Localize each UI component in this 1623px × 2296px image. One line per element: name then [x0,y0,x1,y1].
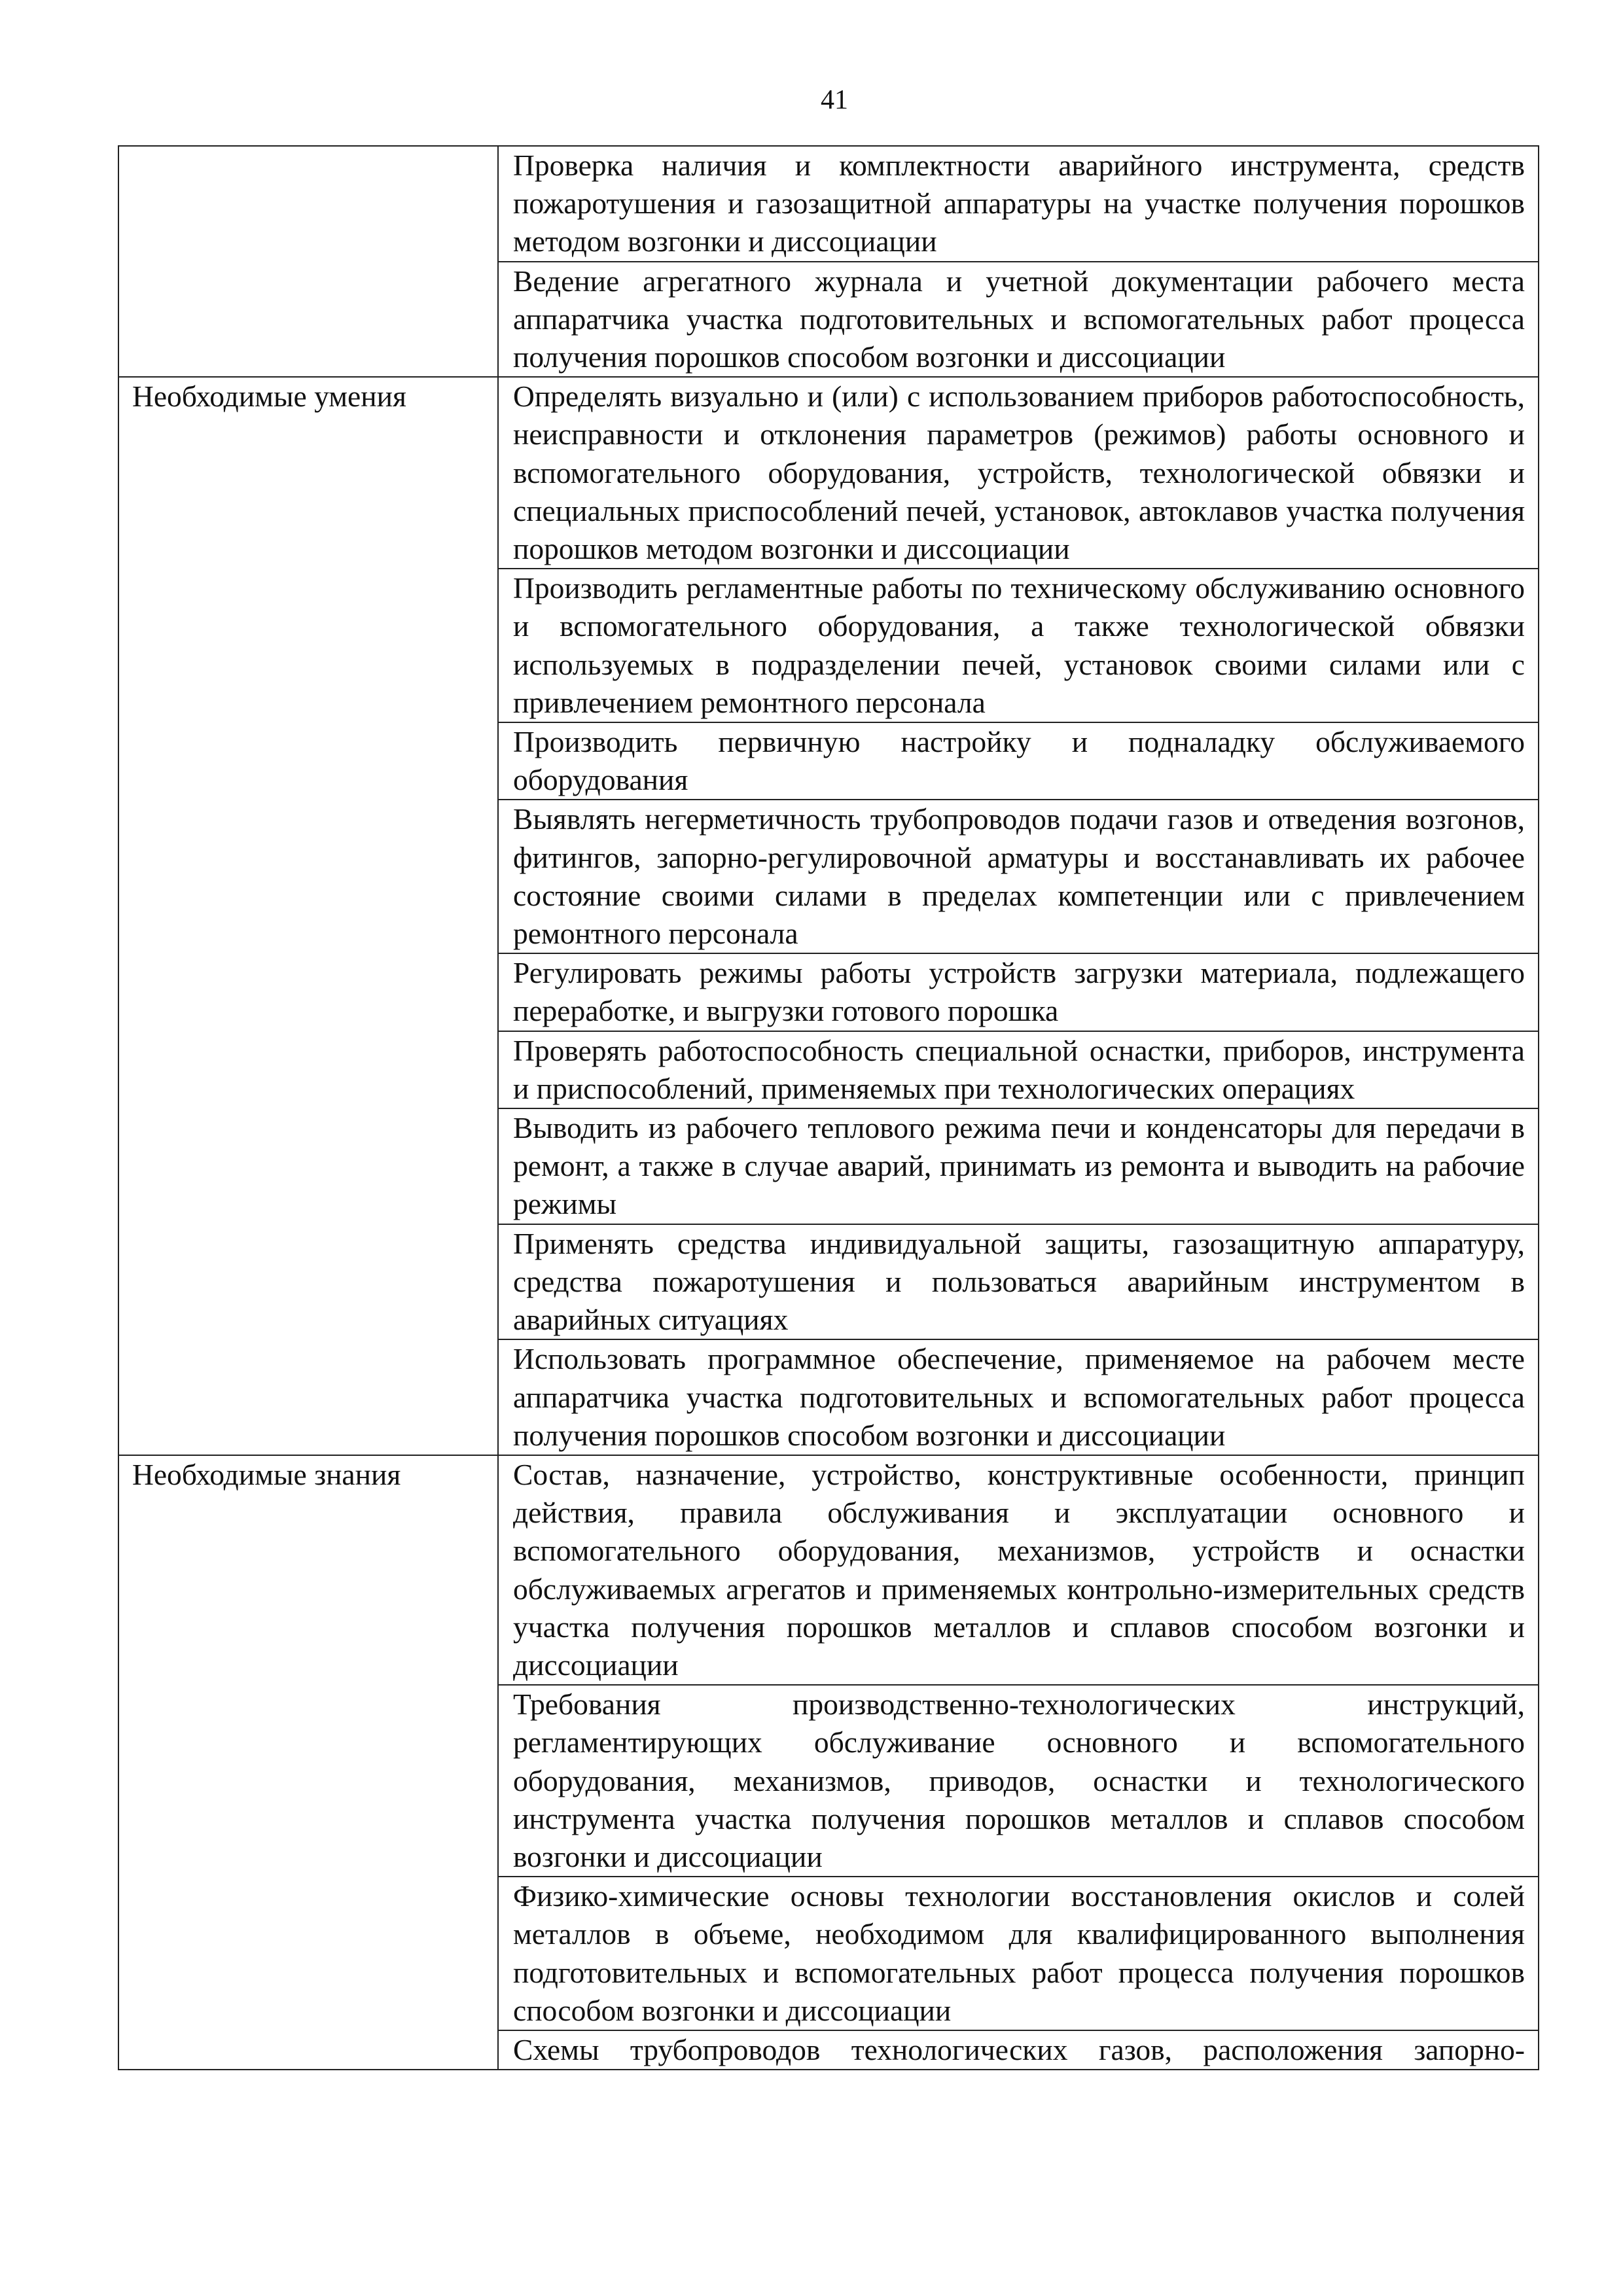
row-label-cell [118,146,498,377]
knowledge-cell: Требования производственно-технологических инструкций, регламентирующих обслуживание основного и вспомогательного оборудования, механизмов, приводов, оснастки и технологического инструмента участка получения порошков металлов и сплавов способом возгонки и диссоциации [498,1685,1539,1877]
skill-cell: Использовать программное обеспечение, применяемое на рабочем месте аппаратчика участка подготовительных и вспомогательных работ процесса получения порошков способом возгонки и диссоциации [498,1339,1539,1455]
table-row [118,1455,1539,1685]
requirement-cell: Проверка наличия и комплектности аварийного инструмента, средств пожаротушения и газозащитной аппаратуры на участке получения порошков методом возгонки и диссоциации [498,146,1539,262]
knowledge-cell: Физико-химические основы технологии восстановления окислов и солей металлов в объеме, необходимом для квалифицированного выполнения подготовительных и вспомогательных работ процесса получения порошков способом возгонки и диссоциации [498,1877,1539,2030]
page-number: 41 [821,85,848,115]
skill-cell: Выводить из рабочего теплового режима печи и конденсаторы для передачи в ремонт, а также в случае аварий, принимать из ремонта и выводить на рабочие режимы [498,1108,1539,1224]
table-row [118,377,1539,569]
knowledge-cell: Схемы трубопроводов технологических газов, расположения запорно- [498,2030,1539,2070]
competency-table [118,145,1539,2070]
skill-cell: Определять визуально и (или) с использованием приборов работоспособность, неисправности и отклонения параметров (режимов) работы основного и вспомогательного оборудования, устройств, технологической обвязки и специальных приспособлений печей, установок, автоклавов участка получения порошков методом возгонки и диссоциации [498,377,1539,569]
skill-cell: Регулировать режимы работы устройств загрузки материала, подлежащего переработке, и выгрузки готового порошка [498,953,1539,1031]
table-row [118,146,1539,262]
requirement-cell: Ведение агрегатного журнала и учетной документации рабочего места аппаратчика участка подготовительных и вспомогательных работ процесса получения порошков способом возгонки и диссоциации [498,262,1539,378]
skill-cell: Применять средства индивидуальной защиты, газозащитную аппаратуру, средства пожаротушения и пользоваться аварийным инструментом в аварийных ситуациях [498,1224,1539,1340]
row-label-skills: Необходимые умения [118,377,498,1455]
skill-cell: Проверять работоспособность специальной оснастки, приборов, инструмента и приспособлений, применяемых при технологических операциях [498,1031,1539,1108]
skill-cell: Выявлять негерметичность трубопроводов подачи газов и отведения возгонов, фитингов, запорно-регулировочной арматуры и восстанавливать их рабочее состояние своими силами в пределах компетенции или с привлечением ремонтного персонала [498,800,1539,953]
skill-cell: Производить регламентные работы по техническому обслуживанию основного и вспомогательного оборудования, а также технологической обвязки используемых в подразделении печей, установок своими силами или с привлечением ремонтного персонала [498,569,1539,722]
skill-cell: Производить первичную настройку и подналадку обслуживаемого оборудования [498,722,1539,800]
row-label-knowledge: Необходимые знания [118,1455,498,2070]
knowledge-cell: Состав, назначение, устройство, конструктивные особенности, принцип действия, правила обслуживания и эксплуатации основного и вспомогательного оборудования, механизмов, устройств и оснастки обслуживаемых агрегатов и применяемых контрольно-измерительных средств участка получения порошков металлов и сплавов способом возгонки и диссоциации [498,1455,1539,1685]
